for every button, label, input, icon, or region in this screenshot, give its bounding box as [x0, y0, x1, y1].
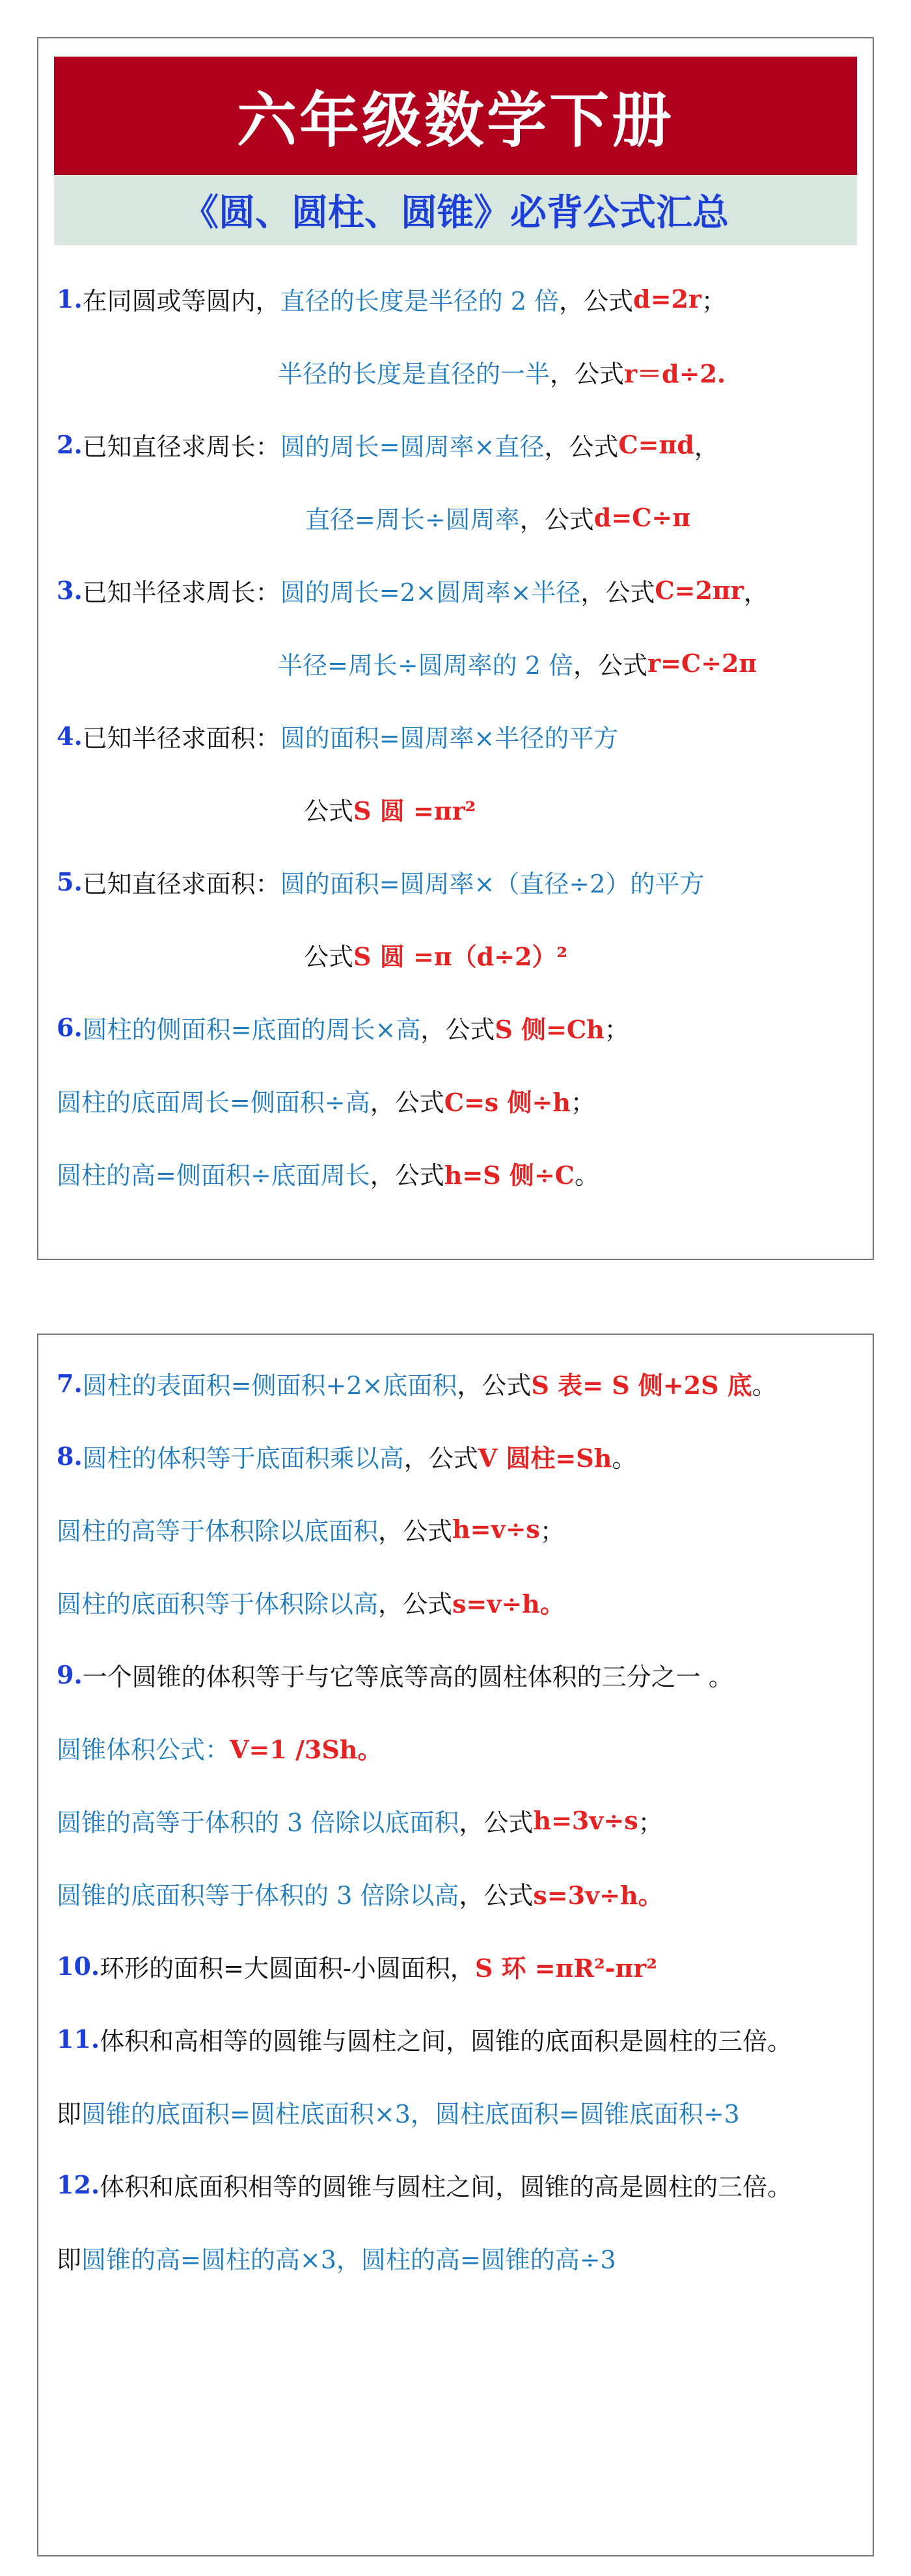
- formula-text: ；: [701, 286, 726, 315]
- formula-text: 已知半径求面积：: [82, 723, 280, 753]
- formula-text: 圆柱的高等于体积除以底面积: [57, 1516, 379, 1546]
- formula-line: [57, 2075, 873, 2148]
- formula-text: ，: [743, 578, 768, 607]
- formula-expression: r=C÷2π: [647, 648, 757, 678]
- item-number: 10.: [57, 1951, 100, 1981]
- formula-text: ，公式: [420, 1015, 495, 1044]
- formula-text: 圆的面积=圆周率×半径的平方: [280, 723, 619, 753]
- formula-text: 圆柱的高=侧面积÷底面周长: [57, 1161, 370, 1190]
- formula-text: ，公式: [559, 286, 634, 315]
- formula-expression: S 侧=Ch: [495, 1014, 605, 1044]
- item-number: 7.: [57, 1368, 83, 1398]
- formula-text: 圆的面积=圆周率×（直径÷2）的平方: [280, 869, 705, 898]
- item-number: 6.: [57, 1012, 83, 1042]
- formula-text: ，公式: [544, 432, 619, 461]
- formula-text: 圆柱的侧面积=底面的周长×高: [82, 1015, 421, 1044]
- formula-line: [57, 1565, 873, 1638]
- formula-line: [57, 1136, 873, 1209]
- formula-text: ，公式: [459, 1808, 534, 1837]
- formula-line: [57, 1711, 873, 1784]
- formula-text: ，公式: [580, 578, 655, 607]
- formula-text: ，: [694, 432, 719, 461]
- formula-text: 已知直径求面积：: [82, 869, 280, 898]
- formula-text: 圆锥的底面积=圆柱底面积×3，圆柱底面积=圆锥底面积÷3: [81, 2099, 740, 2128]
- formula-text: 圆锥的高等于体积的 3 倍除以底面积: [57, 1808, 459, 1837]
- formula-text: ，公式: [550, 359, 625, 388]
- formula-text: ，公式: [403, 1443, 478, 1473]
- formula-text: 即: [57, 2245, 82, 2274]
- item-number: 5.: [57, 866, 83, 896]
- formula-card-2: [37, 1334, 874, 2556]
- formula-expression: S 环 =πR²-πr²: [474, 1953, 657, 1983]
- formula-expression: s=3v÷h。: [533, 1880, 663, 1910]
- formula-expression: h=v÷s: [452, 1514, 540, 1544]
- formula-line: [57, 408, 873, 481]
- formula-line: [57, 1347, 873, 1419]
- formula-line: [57, 1638, 873, 1711]
- formula-text: ，公式: [370, 1088, 444, 1117]
- formula-text: 一个圆锥的体积等于与它等底等高的圆柱体积的三分之一 。: [82, 1662, 733, 1691]
- formula-text: ，公式: [378, 1589, 453, 1618]
- formula-text: 直径的长度是半径的 2 倍: [280, 286, 560, 315]
- formula-text: ；: [539, 1516, 565, 1546]
- formula-line: [57, 335, 873, 408]
- formula-text: 圆锥的高=圆柱的高×3，圆柱的高=圆锥的高÷3: [81, 2245, 616, 2274]
- formula-text: ，公式: [457, 1371, 532, 1400]
- formula-text: 圆锥的底面积等于体积的 3 倍除以高: [57, 1881, 459, 1910]
- formula-expression: d=C÷π: [593, 502, 691, 532]
- item-number: 11.: [57, 2024, 100, 2054]
- formula-expression: d=2r: [633, 284, 701, 314]
- formula-text: 。: [752, 1371, 777, 1400]
- formula-expression: S 圆 =π（d÷2）²: [353, 941, 568, 971]
- formula-text: ，公式: [370, 1161, 444, 1190]
- item-number: 9.: [57, 1659, 83, 1689]
- formula-line: [57, 772, 873, 845]
- formula-text: 在同圆或等圆内，: [82, 286, 280, 315]
- formula-line: [57, 1929, 873, 2002]
- formula-text: ，公式: [378, 1516, 453, 1546]
- formula-text: 圆柱的底面积等于体积除以高: [57, 1589, 379, 1618]
- formula-line: [57, 1784, 873, 1857]
- formula-line: [57, 262, 873, 335]
- formula-text: 。: [612, 1443, 637, 1473]
- formula-line: [57, 1857, 873, 1929]
- formula-line: [57, 554, 873, 626]
- formula-expression: C=2πr: [655, 575, 744, 605]
- item-number: 12.: [57, 2169, 100, 2199]
- formula-line: [57, 2002, 873, 2075]
- formula-text: 已知直径求周长：: [82, 432, 280, 461]
- formula-text: 圆的周长=圆周率×直径: [280, 432, 545, 461]
- formula-text: 环形的面积=大圆面积-小圆面积，: [100, 1953, 475, 1983]
- formula-text: ，公式: [519, 505, 594, 534]
- formula-expression: C=πd: [618, 429, 694, 459]
- formula-line: [57, 481, 873, 554]
- item-number: 3.: [57, 575, 83, 605]
- formula-text: 公式: [304, 942, 354, 971]
- formula-text: 公式: [304, 796, 354, 825]
- formula-text: 圆的周长=2×圆周率×半径: [280, 578, 581, 607]
- formula-line: [57, 2148, 873, 2221]
- page-title: 六年级数学下册: [54, 57, 857, 175]
- item-number: 4.: [57, 721, 83, 751]
- formula-line: [57, 1064, 873, 1136]
- formula-expression: s=v÷h。: [452, 1589, 565, 1618]
- formula-line: [57, 626, 873, 699]
- formula-line: [57, 2221, 873, 2294]
- formula-expression: S 表= S 侧+2S 底: [531, 1370, 752, 1400]
- formula-text: 圆柱的底面周长=侧面积÷高: [57, 1088, 370, 1117]
- formula-text: 已知半径求周长：: [82, 578, 280, 607]
- formula-line: [57, 918, 873, 991]
- formula-text: 圆柱的表面积=侧面积+2×底面积: [82, 1371, 457, 1400]
- item-number: 2.: [57, 429, 83, 459]
- formula-line: [57, 699, 873, 772]
- formula-text: ；: [604, 1015, 629, 1044]
- formula-text: 圆锥体积公式：: [57, 1735, 230, 1764]
- formula-text: 半径=周长÷圆周率的 2 倍: [278, 651, 574, 680]
- formula-text: ；: [638, 1808, 663, 1837]
- formula-expression: S 圆 =πr²: [353, 796, 476, 825]
- formula-text: 半径的长度是直径的一半: [278, 359, 551, 388]
- formula-text: 体积和底面积相等的圆锥与圆柱之间，圆锥的高是圆柱的三倍。: [100, 2172, 793, 2201]
- formula-line: [57, 1492, 873, 1565]
- item-number: 1.: [57, 284, 83, 314]
- formula-line: [57, 991, 873, 1064]
- page-subtitle: 《圆、圆柱、圆锥》必背公式汇总: [54, 175, 857, 245]
- formula-expression: V 圆柱=Sh: [478, 1443, 612, 1473]
- formula-list-1: [38, 262, 873, 1209]
- formula-text: 。: [574, 1161, 599, 1190]
- formula-text: 即: [57, 2099, 82, 2128]
- formula-list-2: [38, 1347, 873, 2294]
- formula-text: 直径=周长÷圆周率: [305, 505, 520, 534]
- item-number: 8.: [57, 1441, 83, 1471]
- formula-expression: r＝d÷2.: [624, 358, 726, 388]
- formula-expression: h=S 侧÷C: [444, 1160, 575, 1190]
- formula-expression: C=s 侧÷h: [444, 1087, 571, 1117]
- formula-text: 体积和高相等的圆锥与圆柱之间，圆锥的底面积是圆柱的三倍。: [100, 2026, 793, 2056]
- formula-expression: h=3v÷s: [533, 1805, 638, 1835]
- formula-text: 圆柱的体积等于底面积乘以高: [82, 1443, 404, 1473]
- formula-text: ，公式: [573, 651, 648, 680]
- formula-text: ，公式: [459, 1881, 534, 1910]
- formula-line: [57, 845, 873, 918]
- formula-expression: V=1 /3Sh。: [230, 1734, 383, 1764]
- formula-text: ；: [570, 1088, 595, 1117]
- formula-card-1: [37, 37, 874, 1260]
- formula-line: [57, 1419, 873, 1492]
